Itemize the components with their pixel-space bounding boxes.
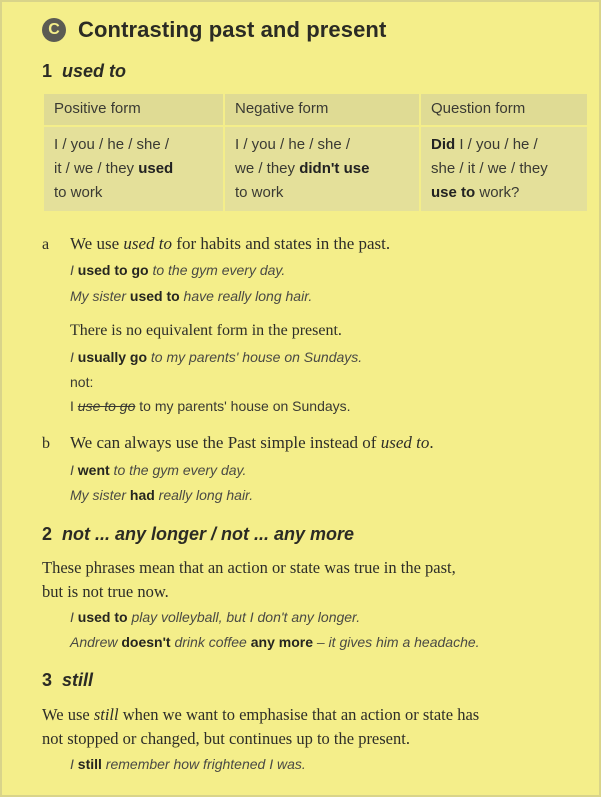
cell-question xyxy=(420,126,588,212)
bold-text: used to xyxy=(129,288,180,304)
example xyxy=(70,609,360,625)
section-number: 3 xyxy=(42,670,53,690)
text: when we want to emphasise that an action or state has xyxy=(118,705,480,724)
text: Andrew xyxy=(70,634,122,650)
text: We can always use the Past simple instead of xyxy=(70,433,381,452)
text: drink coffee xyxy=(170,634,251,650)
example xyxy=(70,349,362,365)
rule-text xyxy=(70,433,434,453)
keyword: used to xyxy=(123,234,173,253)
page-title: Contrasting past and present xyxy=(78,17,387,42)
table-row xyxy=(43,126,588,212)
text: I xyxy=(70,609,78,625)
struck-text: use to go xyxy=(77,398,136,414)
example xyxy=(70,487,253,503)
text: – it gives him a headache. xyxy=(312,634,480,650)
forms-table xyxy=(42,92,589,213)
text: to my parents' house on Sundays. xyxy=(147,349,363,365)
bold-text: went xyxy=(77,462,110,478)
bold-text: used to xyxy=(77,609,128,625)
cell-text: work? xyxy=(475,184,520,201)
paragraph-line: not stopped or changed, but continues up to the present. xyxy=(42,729,410,748)
text: We use xyxy=(70,234,124,253)
text: My sister xyxy=(70,487,130,503)
example xyxy=(70,288,312,304)
cell-bold: use to xyxy=(431,184,476,201)
example xyxy=(70,634,480,650)
cell-bold: used xyxy=(138,160,174,177)
bold-text: doesn't xyxy=(121,634,171,650)
paragraph-line: These phrases mean that an action or state was true in the past, xyxy=(42,558,456,577)
paragraph-line: but is not true now. xyxy=(42,582,169,601)
cell-text: she / it / we / they xyxy=(431,160,548,177)
text: have really long hair. xyxy=(179,288,313,304)
cell-text: to work xyxy=(235,184,284,201)
text: I xyxy=(70,756,78,772)
text: to the gym every day. xyxy=(148,262,286,278)
text: . xyxy=(429,433,434,452)
cell-bold: Did xyxy=(431,136,456,153)
example xyxy=(70,756,306,772)
text: I xyxy=(70,398,78,414)
incorrect-example xyxy=(70,398,351,414)
col-header-positive: Positive form xyxy=(43,93,224,126)
cell-text: it / we / they xyxy=(54,160,139,177)
section-number: 2 xyxy=(42,524,53,544)
table-header-row xyxy=(43,93,588,126)
text: We use xyxy=(42,705,94,724)
text: I xyxy=(70,349,78,365)
text: play volleyball, but I don't any longer. xyxy=(127,609,361,625)
rule-text xyxy=(70,234,390,254)
text: to my parents' house on Sundays. xyxy=(135,398,351,414)
col-header-negative: Negative form xyxy=(224,93,420,126)
section-1-title xyxy=(42,61,126,82)
bold-text: still xyxy=(77,756,102,772)
text: My sister xyxy=(70,288,130,304)
section-badge: C xyxy=(42,18,66,42)
cell-text: to work xyxy=(54,184,103,201)
bold-text: usually go xyxy=(77,349,148,365)
keyword: still xyxy=(93,705,119,724)
text: remember how frightened I was. xyxy=(101,756,306,772)
paragraph-line xyxy=(42,705,479,725)
section-keyword: still xyxy=(62,670,94,690)
text: really long hair. xyxy=(154,487,254,503)
text: I xyxy=(70,462,78,478)
cell-text: I / you / he / she / xyxy=(235,136,351,153)
cell-bold: didn't use xyxy=(299,160,370,177)
section-2-title xyxy=(42,524,354,545)
section-3-title xyxy=(42,670,93,691)
point-letter-a: a xyxy=(42,236,50,253)
not-label: not: xyxy=(70,374,94,390)
section-header xyxy=(42,17,386,43)
col-header-question: Question form xyxy=(420,93,588,126)
cell-text: I / you / he / she / xyxy=(54,136,170,153)
section-number: 1 xyxy=(42,61,53,81)
section-keyword: not ... any longer / not ... any more xyxy=(62,524,355,544)
text: to the gym every day. xyxy=(109,462,247,478)
text: for habits and states in the past. xyxy=(172,234,391,253)
example xyxy=(70,262,285,278)
point-letter-b: b xyxy=(42,435,50,452)
bold-text: had xyxy=(129,487,155,503)
cell-negative xyxy=(224,126,420,212)
cell-text: I / you / he / xyxy=(455,136,538,153)
text: I xyxy=(70,262,78,278)
note-text: There is no equivalent form in the present. xyxy=(70,322,342,339)
cell-text: we / they xyxy=(235,160,300,177)
keyword: used to xyxy=(380,433,430,452)
bold-text: used to go xyxy=(77,262,149,278)
section-keyword: used to xyxy=(62,61,127,81)
cell-positive xyxy=(43,126,224,212)
example xyxy=(70,462,246,478)
bold-text: any more xyxy=(250,634,313,650)
